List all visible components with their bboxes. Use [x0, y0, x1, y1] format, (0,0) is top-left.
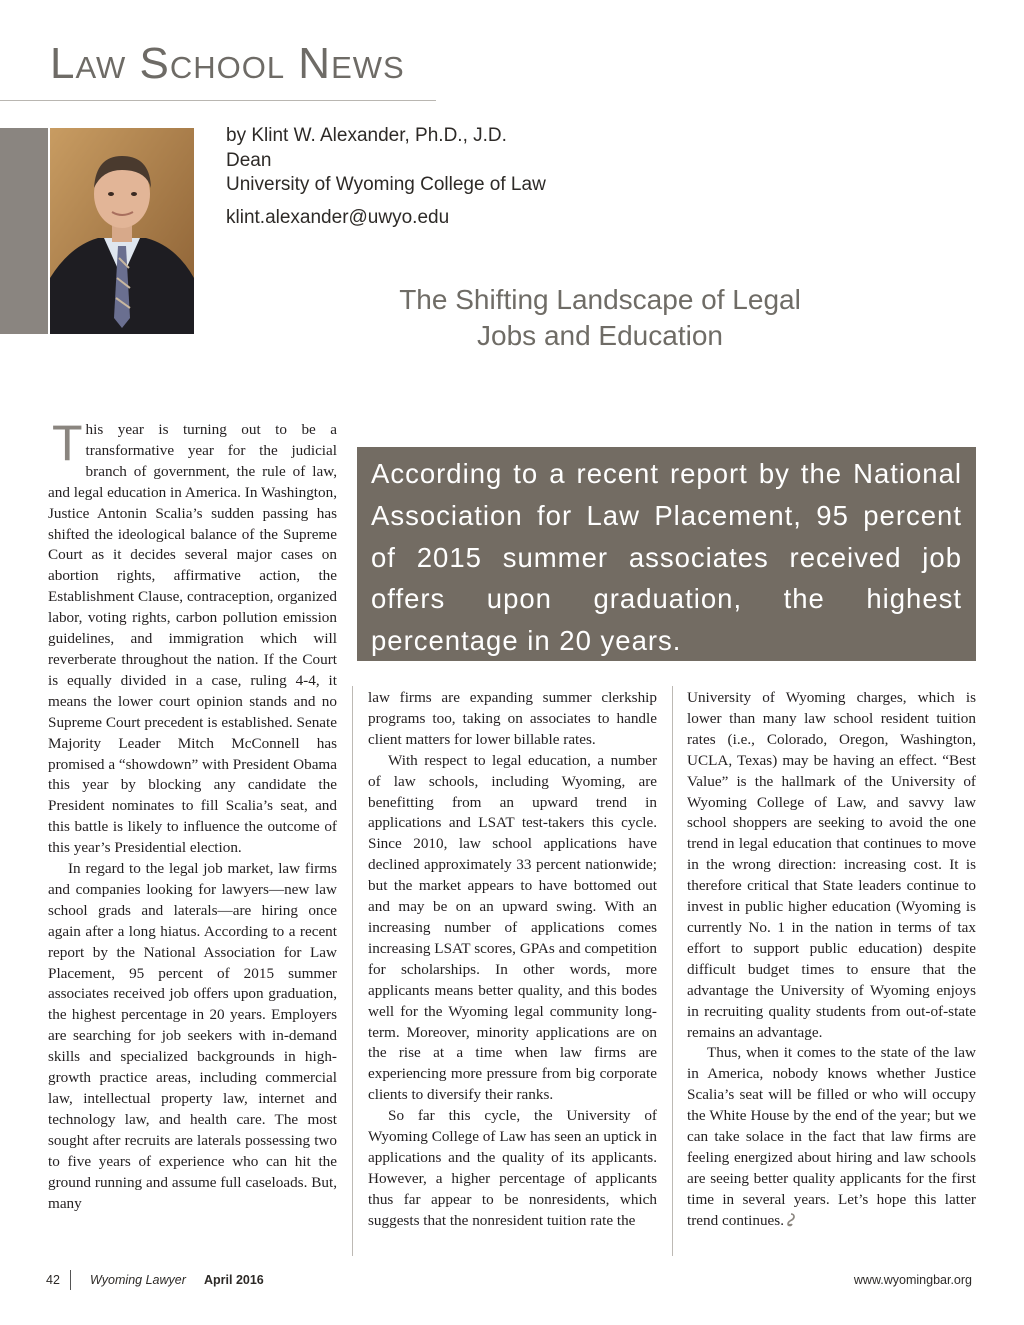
paragraph-4-continued: University of Wyoming charges, which is lower than many law school resident tuition rates (i.e., Colorado, Oregon, Washington, UCLA, Texas) may be having an effect. “Best Value” is the hallmark of the University of Wyoming College of Law, and savvy law school shoppers are seeking to avoid the one trend in legal education that continues to move in the wrong direction: increasing cost. It is therefore critical that State leaders continue to invest in public higher education (Wyoming is currently No. 1 in the nation in terms of tax effort to support public education) despite difficult budget times to ensure that the advantage the University of Wyoming enjoys in recruiting quality students from out-of-state remains an advantage.	[687, 689, 976, 1041]
drop-cap: T	[52, 415, 83, 471]
paragraph-5	[687, 1043, 976, 1231]
article-column-2	[368, 688, 657, 1232]
paragraph-2: In regard to the legal job market, law firms and companies looking for lawyers—new law school grads and laterals—are hiring once again after a long hiatus. According to a recent report by the National Association for Law Placement, 95 percent of 2015 summer associates received job offers upon graduation, the highest percentage in 20 years. Employers are searching for job seekers with in-demand skills and specialized backgrounds in high-growth practice areas, including commercial law, intellectual property law, internet and technology law, and health care. The most sought after recruits are laterals possessing two to five years of experience who can hit the ground running and assume full caseloads. But, many	[48, 860, 337, 1212]
author-email: klint.alexander@uwyo.edu	[226, 206, 450, 228]
author-title: Dean	[226, 149, 272, 171]
title-divider	[0, 100, 436, 101]
end-mark-icon	[785, 1213, 797, 1227]
column-divider	[352, 686, 353, 1256]
issue-date: April 2016	[204, 1273, 264, 1287]
page-number: 42	[46, 1273, 60, 1287]
column-divider	[672, 686, 673, 1256]
article-column-3	[687, 688, 976, 1232]
magazine-name: Wyoming Lawyer	[90, 1273, 186, 1287]
section-title: Law School News	[50, 39, 405, 88]
paragraph-2-continued: law firms are expanding summer clerkship programs too, taking on associates to handle client matters for lower billable rates.	[368, 689, 657, 748]
paragraph-5-text: Thus, when it comes to the state of the law in America, nobody knows whether Justice Scalia’s seat will be filled or who will occupy the White House by the end of the year; but we can take solace in the fact that law firms are feeling energized about hiring and law schools are seeing better quality applicants for the first time in several years. Let’s hope this latter trend continues.	[687, 1044, 976, 1229]
article-column-1	[48, 415, 337, 1214]
author-byline	[226, 124, 546, 230]
paragraph-4: So far this cycle, the University of Wyoming College of Law has seen an uptick in applications and the quality of its applicants. However, a higher percentage of applicants thus far appear to be nonresidents, which suggests that the nonresident tuition rate the	[368, 1107, 657, 1229]
paragraph-1	[48, 415, 337, 859]
website-link[interactable]: www.wyomingbar.org	[853, 1273, 972, 1287]
article-headline: The Shifting Landscape of Legal Jobs and Education	[399, 284, 801, 351]
author-institution: University of Wyoming College of Law	[226, 174, 546, 195]
paragraph-1-text: his year is turning out to be a transformative year for the judicial branch of government, the rule of law, and legal education in America. In Washington, Justice Antonin Scalia’s sudden passing has shifted the ideological balance of the Supreme Court as it decides several major cases on abortion rights, affirmative action, the Establishment Clause, contraception, organized labor, voting rights, carbon pollution emission guidelines, and immigration which will reverberate throughout the nation. If the Court is equally divided in a case, ruling 4-4, it means the lower court opinion stands and no Supreme Court precedent is established. Senate Majority Leader Mitch McConnell has promised a “showdown” with President Obama this year by blocking any candidate the President nominates to fill Scalia’s seat, and this battle is likely to influence the outcome of this year’s Presidential election.	[48, 421, 337, 857]
pull-quote: According to a recent report by the National Association for Law Placement, 95 percent of 2015 summer associates received job offers upon graduation, the highest percentage in 20 years.	[357, 447, 976, 661]
author-name: by Klint W. Alexander, Ph.D., J.D.	[226, 125, 507, 146]
paragraph-3: With respect to legal education, a number of law schools, including Wyoming, are benefitting from an upward trend in applications and LSAT test-takers this cycle. Since 2010, law school applications have declined approximately 33 percent nationwide; but the market appears to have bottomed out and may be on an upward swing. With an increasing number of applications comes increasing LSAT scores, GPAs and competition for scholarships. In other words, more applicants means better quality, and this bodes well for the Wyoming legal community long-term. Moreover, minority applications are on the rise at a time when law firms are experiencing more pressure from big corporate clients to diversify their ranks.	[368, 751, 657, 1104]
accent-bar	[0, 128, 48, 334]
author-photo	[50, 128, 194, 334]
footer-divider	[70, 1270, 71, 1290]
